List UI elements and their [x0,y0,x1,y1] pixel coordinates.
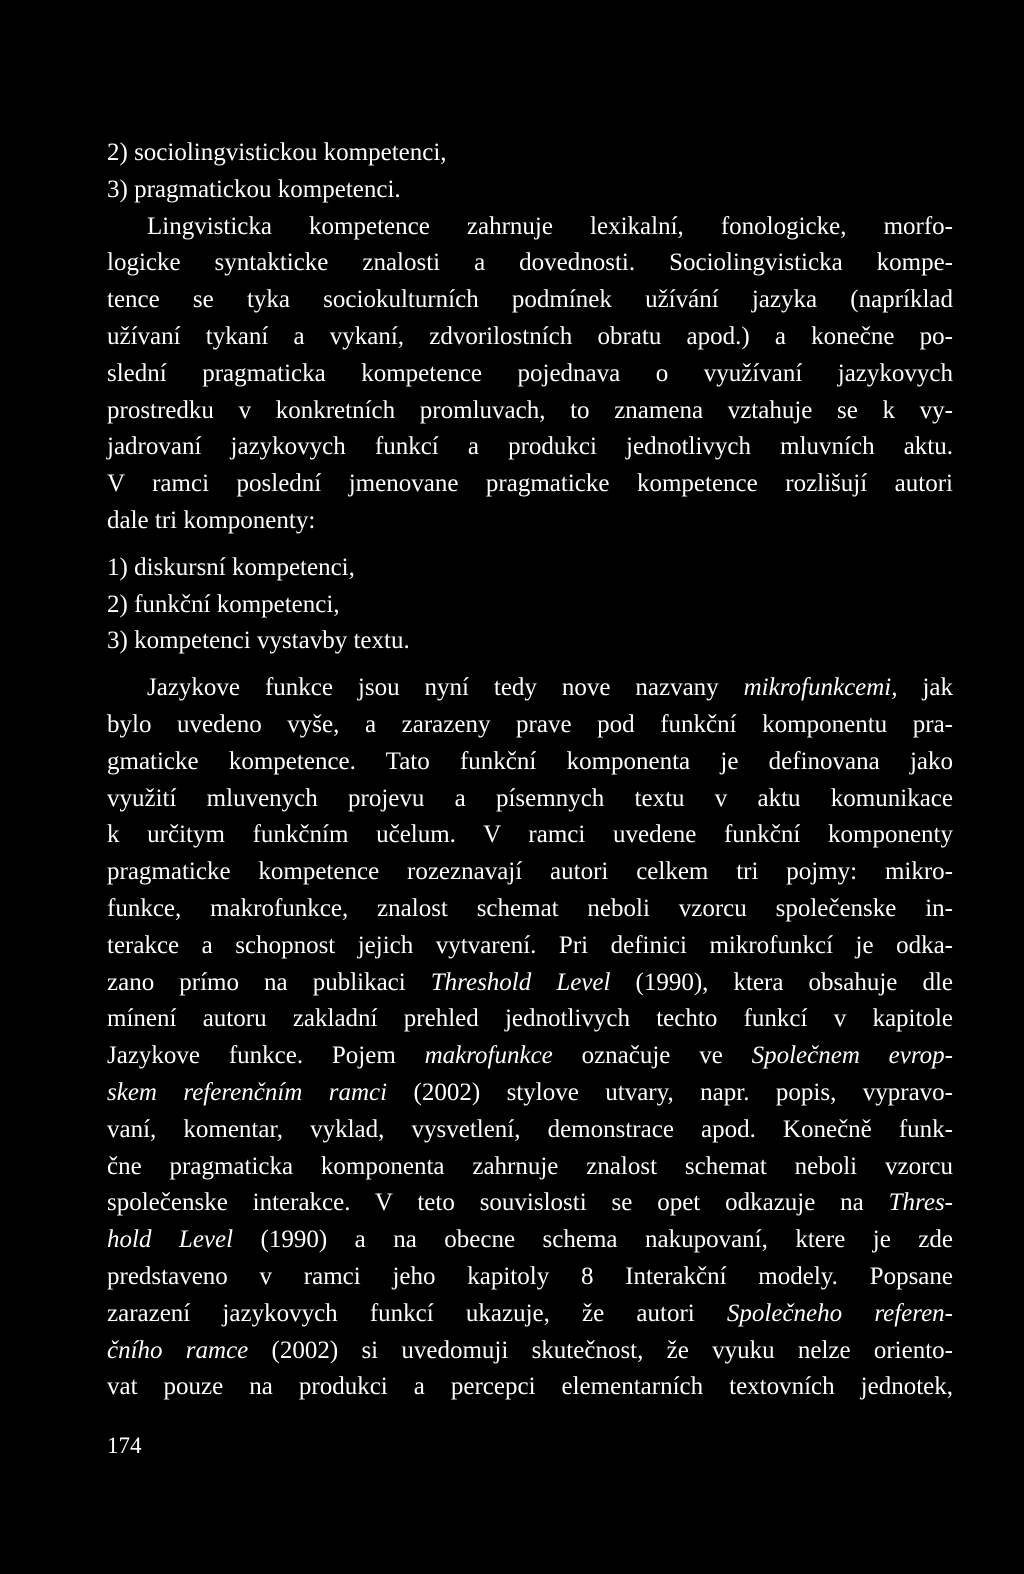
italic-title: skem referenčním ramci [107,1078,388,1106]
text-run: (2002) si uvedomuji skutečnost, že vyuku nelze oriento- [248,1336,953,1364]
italic-term: mikrofunkcemi, [743,674,898,702]
text-line [107,1075,953,1112]
page-body [107,135,953,1406]
text-line: k určitym funkčním učelum. V ramci uvedene funkční komponenty [107,821,953,849]
italic-title: hold Level [107,1226,234,1254]
text-run: (1990), ktera obsahuje dle [610,968,953,996]
paragraph-microfunctions [107,670,953,1406]
text-line: slední pragmaticka kompetence pojednava o využívaní jazykovych [107,359,953,387]
text-run: zarazení jazykovych funkcí ukazuje, že autori [107,1299,727,1327]
italic-title: Společneho referen- [726,1299,953,1327]
paragraph-competences [107,209,953,540]
text-line [107,1296,953,1333]
text-line: užívaní tykaní a vykaní, zdvorilostních obratu apod.) a konečne po- [107,322,953,350]
text-line [107,670,953,707]
text-line: mínení autoru zakladní prehled jednotlivych techto funkcí v kapitole [107,1005,953,1033]
text-line [107,1038,953,1075]
list-item: 3) pragmatickou kompetenci. [107,175,401,203]
text-line [107,965,953,1002]
spacer [107,540,953,550]
text-line: pragmaticke kompetence rozeznavají autori celkem tri pojmy: mikro- [107,858,953,886]
text-line: V ramci poslední jmenovane pragmaticke kompetence rozlišují autori [107,470,953,498]
list-item: 2) funkční kompetenci, [107,590,340,618]
text-run: zano prímo na publikaci [107,968,431,996]
text-line [107,1185,953,1222]
italic-title: Společnem evrop- [751,1042,953,1070]
italic-title: Threshold Level [430,968,611,996]
text-line: čne pragmaticka komponenta zahrnuje znalost schemat neboli vzorcu [107,1152,953,1180]
page-number: 174 [107,1433,142,1458]
list-item: 2) sociolingvistickou kompetenci, [107,139,447,166]
text-line: dale tri komponenty: [107,506,316,534]
text-line: využití mluvenych projevu a písemnych textu v aktu komunikace [107,784,953,812]
spacer [107,660,953,670]
text-line: gmaticke kompetence. Tato funkční komponenta je definovana jako [107,747,953,775]
text-line: terakce a schopnost jejich vytvarení. Pri definici mikrofunkcí je odka- [107,931,953,959]
text-line: vat pouze na produkci a percepci elementarních textovních jednotek, [107,1373,953,1401]
italic-title: Thres- [888,1189,953,1217]
text-line: logicke syntakticke znalosti a dovednosti. Sociolingvisticka kompe- [107,249,953,277]
text-line: bylo uvedeno vyše, a zarazeny prave pod funkční komponentu pra- [107,710,953,738]
text-run: společenske interakce. V teto souvislosti se opet odkazuje na [107,1189,889,1217]
text-run: (1990) a na obecne schema nakupovaní, ktere je zde [233,1226,953,1254]
text-run: Jazykove funkce jsou nyní tedy nove nazvany [147,674,744,702]
text-line: jadrovaní jazykovych funkcí a produkci jednotlivych mluvních aktu. [107,433,953,461]
text-line: tence se tyka sociokulturních podmínek užívání jazyka (napríklad [107,286,953,314]
text-line [107,1333,953,1370]
list-item: 3) kompetenci vystavby textu. [107,627,410,655]
text-run: označuje ve [552,1042,752,1070]
text-run: jak [897,674,953,702]
text-run: (2002) stylove utvary, napr. popis, vypravo- [387,1078,953,1106]
text-line: predstaveno v ramci jeho kapitoly 8 Interakční modely. Popsane [107,1262,953,1290]
text-run: Jazykove funkce. Pojem [107,1042,425,1070]
italic-title: čního ramce [107,1336,249,1364]
text-line: Lingvisticka kompetence zahrnuje lexikalní, fonologicke, morfo- [147,212,953,240]
text-line [107,1222,953,1259]
list-item: 1) diskursní kompetenci, [107,553,355,581]
text-line: vaní, komentar, vyklad, vysvetlení, demonstrace apod. Konečně funk- [107,1115,953,1143]
text-line: prostredku v konkretních promluvach, to znamena vztahuje se k vy- [107,396,953,424]
italic-term: makrofunkce [424,1042,553,1070]
text-line: funkce, makrofunkce, znalost schemat neboli vzorcu společenske in- [107,894,953,922]
